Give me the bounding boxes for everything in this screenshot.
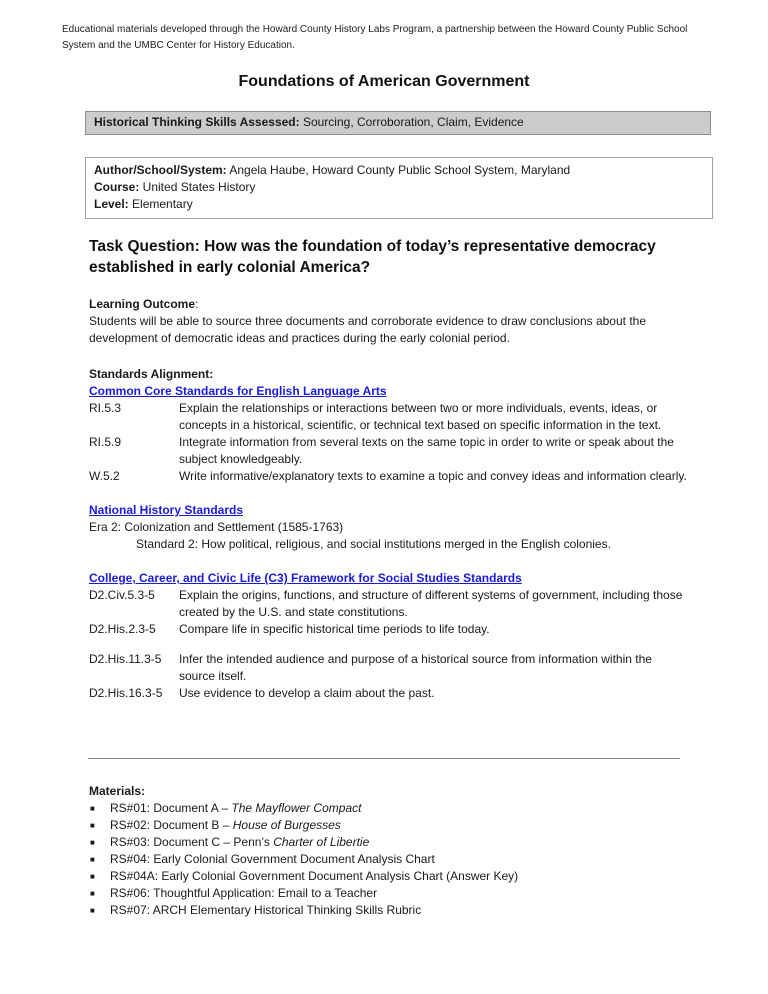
- material-text: RS#01: Document A –: [110, 801, 232, 815]
- material-text: RS#02: Document B –: [110, 818, 233, 832]
- level-label: Level:: [94, 197, 129, 211]
- standard-text: Compare life in specific historical time periods to life today.: [179, 622, 490, 636]
- square-bullet-icon: ■: [90, 855, 95, 864]
- list-item: [89, 885, 689, 902]
- standard-row: [89, 400, 689, 434]
- material-text: RS#04: Early Colonial Government Document Analysis Chart: [110, 852, 435, 866]
- author-row: [94, 162, 704, 179]
- standard-text: Infer the intended audience and purpose of a historical source from information within the source itself.: [179, 652, 652, 683]
- standard-code: D2.His.11.3-5: [89, 652, 162, 666]
- common-core-link[interactable]: Common Core Standards for English Language Arts: [89, 384, 387, 398]
- horizontal-divider: [88, 758, 680, 759]
- skills-value: Sourcing, Corroboration, Claim, Evidence: [299, 115, 524, 129]
- national-history-standards-link[interactable]: National History Standards: [89, 503, 244, 517]
- list-item: [89, 851, 689, 868]
- material-title: Charter of Libertie: [273, 835, 370, 849]
- material-title: The Mayflower Compact: [231, 801, 362, 815]
- standard-text: Explain the relationships or interactions between two or more individuals, events, ideas, or concepts in a historical, scientific, or technical text based on specific information in the text.: [179, 401, 662, 432]
- skills-assessed-box: [85, 111, 711, 135]
- square-bullet-icon: ■: [90, 821, 95, 830]
- national-standard-text: Standard 2: How political, religious, and social institutions merged in the English colonies.: [136, 537, 611, 551]
- material-title: House of Burgesses: [232, 818, 341, 832]
- author-value: Angela Haube, Howard County Public School System, Maryland: [226, 163, 571, 177]
- list-item: [89, 800, 689, 817]
- header-note: Educational materials developed through the Howard County History Labs Program, a partnership between the Howard County Public School System and the UMBC Center for History Education.: [62, 24, 688, 51]
- course-row: [94, 179, 704, 196]
- standard-code: D2.His.2.3-5: [89, 622, 156, 636]
- material-text: RS#04A: Early Colonial Government Document Analysis Chart (Answer Key): [110, 869, 519, 883]
- standards-heading: Standards Alignment:: [89, 367, 214, 381]
- task-question: Task Question: How was the foundation of today’s representative democracy established in early colonial America?: [89, 238, 656, 276]
- course-label: Course:: [94, 180, 140, 194]
- standards-section: [89, 366, 689, 702]
- standard-row: [89, 685, 689, 702]
- course-value: United States History: [139, 180, 256, 194]
- standard-row: [89, 621, 689, 638]
- square-bullet-icon: ■: [90, 804, 95, 813]
- author-info-box: [85, 157, 713, 219]
- square-bullet-icon: ■: [90, 889, 95, 898]
- list-item: [89, 868, 689, 885]
- era-text: Era 2: Colonization and Settlement (1585-1763): [89, 520, 344, 534]
- materials-section: [89, 783, 689, 919]
- standard-text: Explain the origins, functions, and structure of different systems of government, including those created by the U.S. and state constitutions.: [179, 588, 683, 619]
- materials-list: [89, 800, 689, 919]
- standard-row: [89, 434, 689, 468]
- standard-row: [89, 468, 689, 485]
- list-item: [89, 817, 689, 834]
- standard-text: Write informative/explanatory texts to examine a topic and convey ideas and information clearly.: [179, 469, 687, 483]
- c3-framework-link[interactable]: College, Career, and Civic Life (C3) Framework for Social Studies Standards: [89, 571, 522, 585]
- standard-code: RI.5.3: [89, 401, 122, 415]
- standard-code: D2.His.16.3-5: [89, 686, 163, 700]
- standard-row: [89, 651, 689, 685]
- list-item: [89, 902, 689, 919]
- material-text: RS#07: ARCH Elementary Historical Thinking Skills Rubric: [110, 903, 422, 917]
- author-label: Author/School/System:: [94, 163, 227, 177]
- level-row: [94, 196, 704, 213]
- standard-text: Use evidence to develop a claim about the past.: [179, 686, 435, 700]
- square-bullet-icon: ■: [90, 906, 95, 915]
- level-value: Elementary: [128, 197, 193, 211]
- standard-text: Integrate information from several texts on the same topic in order to write or speak about the subject knowledgeably.: [179, 435, 674, 466]
- square-bullet-icon: ■: [90, 872, 95, 881]
- learning-outcome-text: Students will be able to source three documents and corroborate evidence to draw conclusions about the development of democratic ideas and practices during the early colonial period.: [89, 314, 647, 345]
- learning-outcome-section: [89, 296, 689, 347]
- learning-outcome-heading: Learning Outcome: [89, 297, 196, 311]
- document-title: Foundations of American Government: [238, 73, 530, 90]
- standard-row: [89, 587, 689, 621]
- material-text: RS#03: Document C – Penn’s: [110, 835, 274, 849]
- standard-code: RI.5.9: [89, 435, 122, 449]
- learning-outcome-colon: :: [195, 297, 199, 311]
- list-item: [89, 834, 689, 851]
- square-bullet-icon: ■: [90, 838, 95, 847]
- standard-code: W.5.2: [89, 469, 120, 483]
- material-text: RS#06: Thoughtful Application: Email to a Teacher: [110, 886, 378, 900]
- skills-label: Historical Thinking Skills Assessed:: [94, 115, 300, 129]
- materials-heading: Materials:: [89, 784, 146, 798]
- standard-code: D2.Civ.5.3-5: [89, 588, 155, 602]
